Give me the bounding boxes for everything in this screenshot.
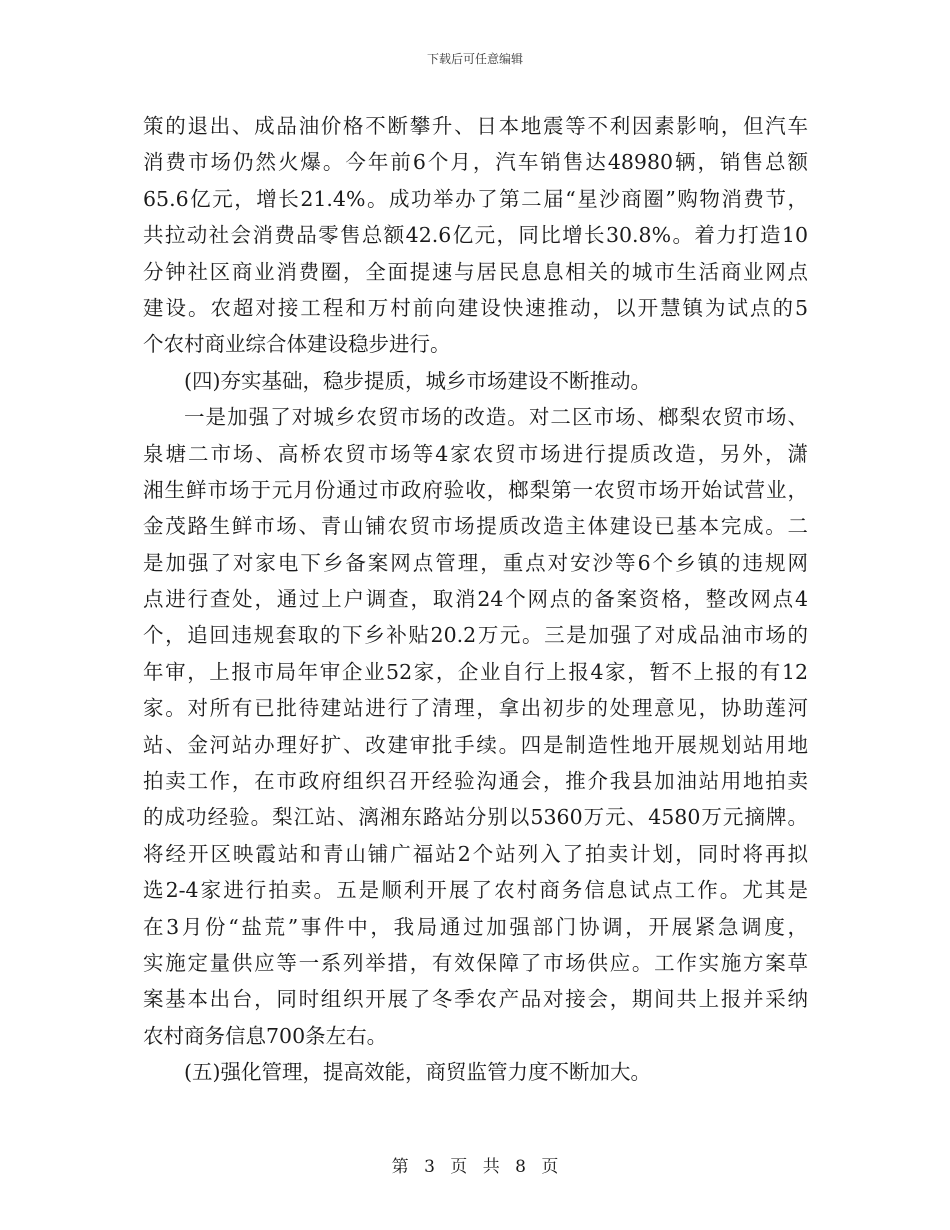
text-line: 个，追回违规套取的下乡补贴20.2万元。三是加强了对成品油市场的 (143, 623, 808, 648)
footer-prefix: 第 (391, 1157, 409, 1177)
page-header (0, 50, 950, 67)
text-line: (五)强化管理，提高效能，商贸监管力度不断加大。 (184, 1060, 651, 1085)
text-line: 选2-4家进行拍卖。五是顺利开展了农村商务信息试点工作。尤其是 (143, 878, 808, 903)
text-line: 消费市场仍然火爆。今年前6个月，汽车销售达48980辆，销售总额 (143, 150, 808, 175)
text-line: 策的退出、成品油价格不断攀升、日本地震等不利因素影响，但汽车 (143, 114, 808, 138)
text-line: 农村商务信息700条左右。 (143, 1023, 388, 1048)
text-line: 点进行查处，通过上户调查，取消24个网点的备案资格，整改网点4 (143, 587, 808, 612)
text-line: 金茂路生鲜市场、青山铺农贸市场提质改造主体建设已基本完成。二 (143, 514, 808, 539)
text-line: 将经开区映霞站和青山铺广福站2个站列入了拍卖计划，同时将再拟 (143, 841, 808, 866)
document-body (143, 108, 808, 1091)
text-line: 案基本出台，同时组织开展了冬季农产品对接会，期间共上报并采纳 (143, 987, 808, 1012)
footer-current-page: 3 (424, 1157, 435, 1177)
footer-mid: 页 (450, 1157, 468, 1177)
text-line: 泉塘二市场、高桥农贸市场等4家农贸市场进行提质改造，另外，潇 (143, 441, 808, 466)
text-line: 一是加强了对城乡农贸市场的改造。对二区市场、榔梨农贸市场、 (184, 405, 808, 430)
text-line: 分钟社区商业消费圈，全面提速与居民息息相关的城市生活商业网点 (143, 259, 808, 284)
text-line: 家。对所有已批待建站进行了清理，拿出初步的处理意见，协助莲河 (143, 696, 808, 721)
footer-mid2: 共 (482, 1157, 500, 1177)
text-line: 建设。农超对接工程和万村前向建设快速推动，以开慧镇为试点的5 (143, 295, 808, 320)
text-line: 的成功经验。梨江站、漓湘东路站分别以5360万元、4580万元摘牌。 (143, 805, 808, 830)
text-line: 拍卖工作，在市政府组织召开经验沟通会，推介我县加油站用地拍卖 (143, 769, 808, 794)
text-line: 是加强了对家电下乡备案网点管理，重点对安沙等6个乡镇的违规网 (143, 550, 808, 575)
text-line: 年审，上报市局年审企业52家，企业自行上报4家，暂不上报的有12 (143, 659, 808, 684)
text-line: 个农村商业综合体建设稳步进行。 (143, 332, 451, 357)
header-text: 下载后可任意编辑 (426, 52, 523, 66)
footer-total-pages: 8 (515, 1157, 526, 1177)
text-line: 在3月份“盐荒”事件中，我局通过加强部门协调，开展紧急调度， (143, 914, 808, 939)
text-line: 实施定量供应等一系列举措，有效保障了市场供应。工作实施方案草 (143, 950, 808, 975)
footer-suffix: 页 (541, 1157, 559, 1177)
text-line: 65.6亿元，增长21.4%。成功举办了第二届“星沙商圈”购物消费节， (143, 186, 808, 211)
text-line: 湘生鲜市场于元月份通过市政府验收，榔梨第一农贸市场开始试营业， (143, 477, 808, 502)
page-footer (0, 1152, 950, 1177)
text-line: (四)夯实基础，稳步提质，城乡市场建设不断推动。 (184, 368, 651, 393)
text-line: 共拉动社会消费品零售总额42.6亿元，同比增长30.8%。着力打造10 (143, 223, 808, 248)
text-line: 站、金河站办理好扩、改建审批手续。四是制造性地开展规划站用地 (143, 732, 808, 757)
